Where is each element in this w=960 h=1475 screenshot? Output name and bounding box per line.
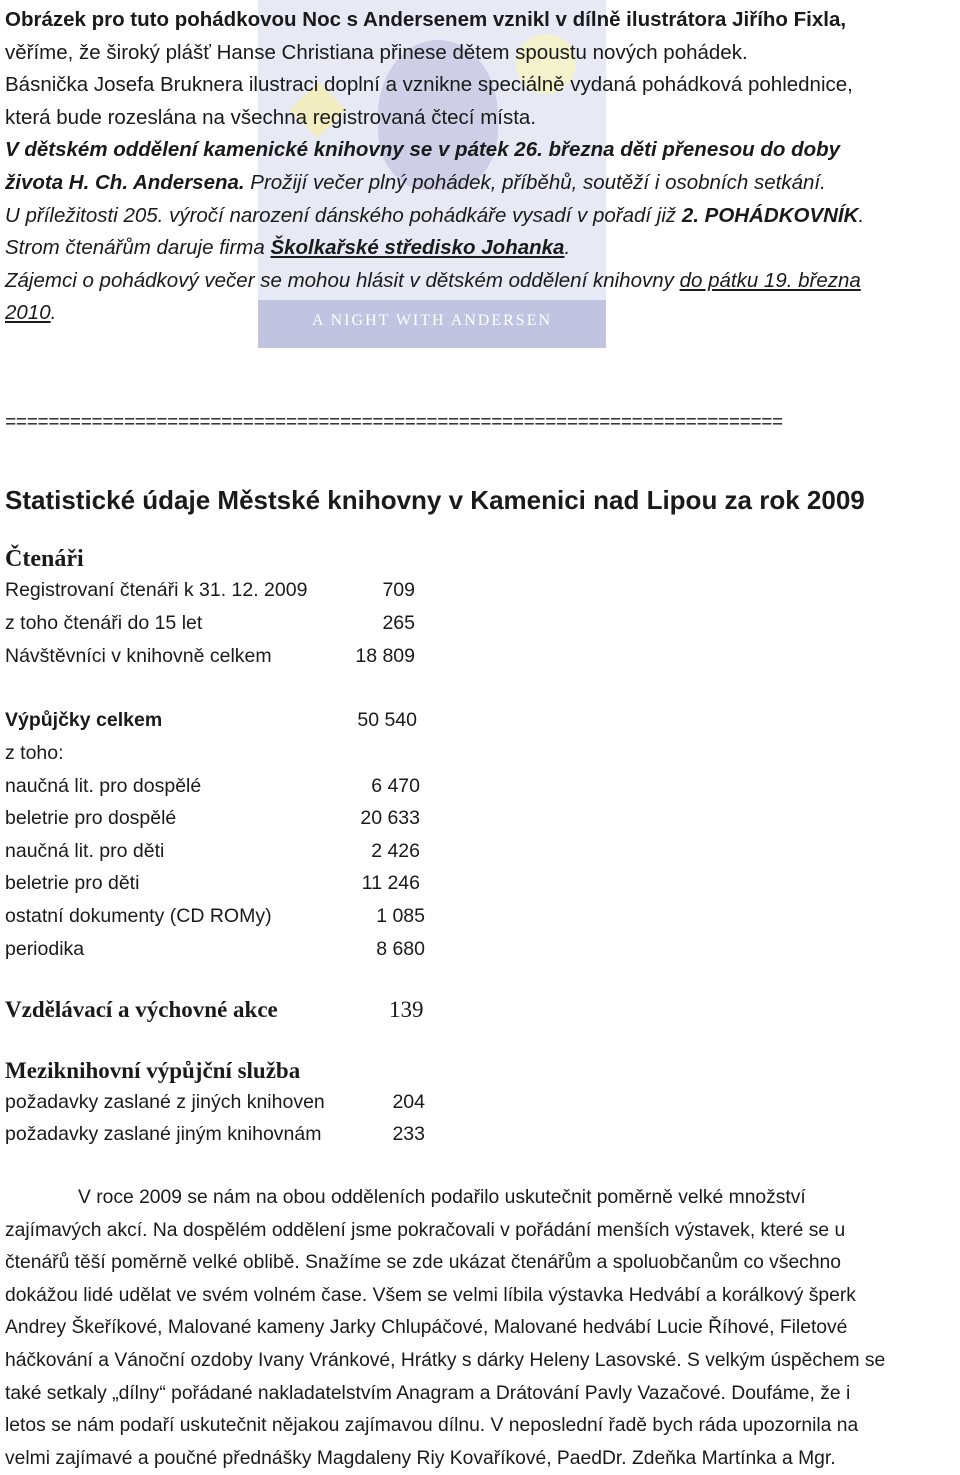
intro-sponsor: Školkařské středisko Johanka [270, 236, 565, 260]
events-value: 139 [389, 997, 424, 1022]
stat-value: 233 [392, 1123, 425, 1145]
stat-row [5, 905, 425, 928]
paragraph-line: velmi zajímavé a poučné přednášky Magdaleny Riy Kovaříkové, PaedDr. Zdeňka Martínka a Mgr. [5, 1447, 836, 1469]
stat-row [5, 579, 415, 602]
stat-row [5, 807, 420, 830]
stat-value: 204 [392, 1091, 425, 1113]
intro-year: 2010 [5, 301, 51, 325]
intro-line-9 [5, 265, 960, 298]
separator-line: ======================================================================== [5, 412, 783, 434]
stat-row [5, 612, 415, 635]
paragraph-line: čtenářů těší poměrně velké oblibě. Snažíme se zde ukázat čtenářům a spoluobčanům co všechno [5, 1252, 841, 1274]
paragraph-line: letos se nám podaří uskutečnit nějakou zajímavou dílnu. V neposlední řadě bych ráda upozornila na [5, 1415, 859, 1437]
stat-label: naučná lit. pro děti [5, 840, 165, 862]
intro-period: . [50, 301, 57, 325]
stat-row [5, 1091, 425, 1114]
loans-total-value: 50 540 [357, 709, 417, 731]
intro-anniversary: U příležitosti 205. výročí narození dánského pohádkáře vysadí v pořadí již [5, 203, 682, 227]
intro-deadline: do pátku 19. března [679, 268, 861, 292]
stat-label: naučná lit. pro dospělé [5, 775, 202, 797]
stat-row [5, 840, 420, 863]
paragraph-line: zajímavých akcí. Na dospělém oddělení jsme pokračovali v pořádání menších výstavek, které se u [5, 1219, 846, 1241]
intro-line-10 [5, 297, 960, 330]
of-which-label: z toho: [5, 742, 64, 764]
paragraph-line: V roce 2009 se nám na obou odděleních podařilo uskutečnit poměrně velké množství [78, 1187, 806, 1208]
stat-value: 709 [382, 579, 415, 601]
intro-line-7 [5, 200, 960, 233]
intro-signup: Zájemci o pohádkový večer se mohou hlásit v dětském oddělení knihovny [5, 268, 680, 292]
intro-period: . [858, 203, 865, 227]
intro-section [5, 4, 960, 330]
intro-line-5: V dětském oddělení kamenické knihovny se v pátek 26. března děti přenesou do doby [5, 138, 841, 162]
stat-label: ostatní dokumenty (CD ROMy) [5, 905, 272, 927]
stat-row [5, 645, 415, 668]
stats-title: Statistické údaje Městské knihovny v Kamenici nad Lipou za rok 2009 [5, 485, 865, 515]
stat-row [5, 775, 420, 798]
summary-paragraph [5, 1182, 960, 1475]
intro-period: . [564, 236, 571, 260]
stat-label: periodika [5, 938, 85, 960]
stat-value: 2 426 [371, 840, 420, 862]
stat-label: beletrie pro děti [5, 872, 140, 894]
poster-caption: A NIGHT WITH ANDERSEN [311, 312, 553, 329]
stat-value: 265 [382, 612, 415, 634]
intro-line-3: Básnička Josefa Bruknera ilustraci doplní a vznikne speciálně vydaná pohádková pohlednice, [5, 73, 853, 97]
loans-total-row [5, 709, 417, 732]
paragraph-line: Andrey Škeříkové, Malované kameny Jarky Chlupáčové, Malované hedvábí Lucie Říhové, Filetové [5, 1317, 848, 1339]
intro-line-6 [5, 167, 960, 200]
stat-label: požadavky zaslané z jiných knihoven [5, 1091, 325, 1113]
stat-label: z toho čtenáři do 15 let [5, 612, 203, 634]
stat-row [5, 1123, 425, 1146]
ill-heading: Meziknihovní výpůjční služba [5, 1058, 301, 1083]
stat-value: 1 085 [376, 905, 425, 927]
stat-value: 8 680 [376, 938, 425, 960]
stat-value: 6 470 [371, 775, 420, 797]
stat-value: 20 633 [360, 807, 420, 829]
stat-value: 18 809 [355, 645, 415, 667]
intro-pohadkovnik: 2. POHÁDKOVNÍK [681, 203, 859, 227]
intro-line-4: která bude rozeslána na všechna registrovaná čtecí místa. [5, 105, 537, 129]
stat-label: Registrovaní čtenáři k 31. 12. 2009 [5, 579, 308, 601]
intro-andersen: života H. Ch. Andersena. [5, 170, 245, 194]
intro-program: Prožijí večer plný pohádek, příběhů, soutěží i osobních setkání. [244, 170, 826, 194]
loans-total-label: Výpůjčky celkem [5, 709, 163, 731]
stat-label: beletrie pro dospělé [5, 807, 177, 829]
stat-row [5, 872, 420, 895]
intro-line-8 [5, 232, 960, 265]
intro-line-1: Obrázek pro tuto pohádkovou Noc s Andersenem vznikl v dílně ilustrátora Jiřího Fixla, [5, 8, 847, 31]
intro-line-2: věříme, že široký plášť Hanse Christiana přinese dětem spoustu nových pohádek. [5, 40, 748, 64]
paragraph-line: také setkaly „dílny“ pořádané nakladatelstvím Anagram a Drátování Pavly Vazačové. Doufáme, že i [5, 1382, 851, 1404]
readers-heading: Čtenáři [5, 546, 84, 572]
events-heading: Vzdělávací a výchovné akce [5, 997, 278, 1022]
stat-row [5, 938, 425, 961]
stat-label: Návštěvníci v knihovně celkem [5, 645, 272, 667]
paragraph-line: dokážou lidé udělat ve svém volném čase. Všem se velmi líbila výstavka Hedvábí a korálkový šperk [5, 1284, 856, 1306]
stat-label: požadavky zaslané jiným knihovnám [5, 1123, 322, 1145]
paragraph-line: háčkování a Vánoční ozdoby Ivany Vránkové, Hrátky s dárky Heleny Lasovské. S velkým úspěchem se [5, 1349, 886, 1371]
stat-value: 11 246 [361, 872, 420, 894]
intro-tree: Strom čtenářům daruje firma [5, 236, 271, 260]
